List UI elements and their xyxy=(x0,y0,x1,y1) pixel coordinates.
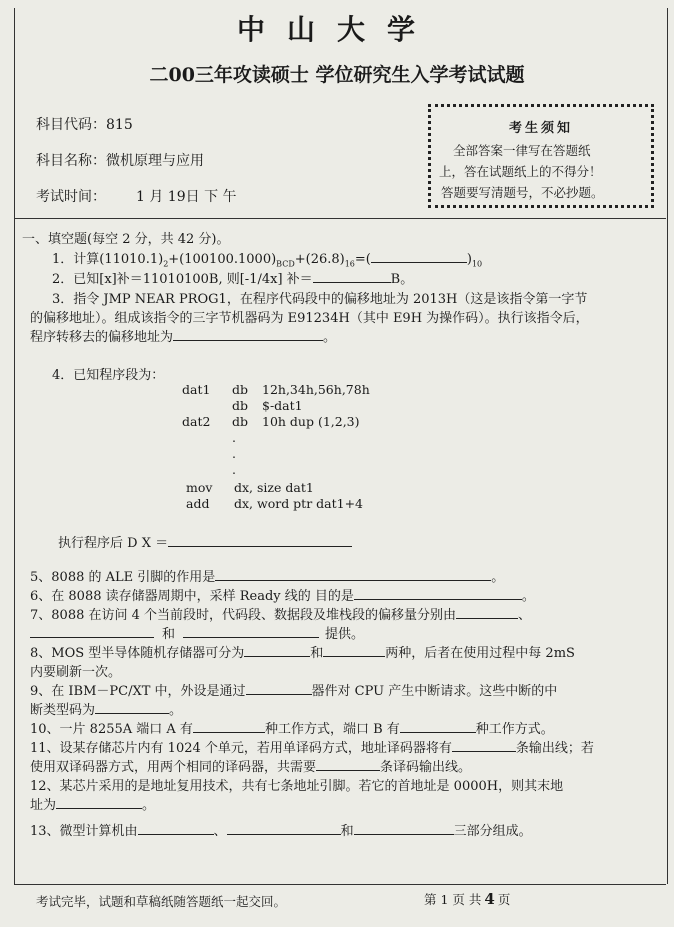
notice-line-3: 答题要写清题号，不必抄题。 xyxy=(441,185,604,200)
section-heading: 一、填空题(每空 2 分，共 42 分)。 xyxy=(22,232,230,247)
question-7-cont: 和 提供。 xyxy=(30,623,364,642)
code-ellipsis-dot: . xyxy=(232,446,236,461)
question-5: 5、8088 的 ALE 引脚的作用是 。 xyxy=(30,570,505,585)
answer-blank xyxy=(316,758,380,771)
answer-blank xyxy=(456,606,518,619)
question-8-cont: 内要刷新一次。 xyxy=(30,665,122,680)
answer-blank xyxy=(323,644,385,657)
answer-blank xyxy=(354,822,454,835)
page-number: 第 1 页 共 4 页 xyxy=(424,890,511,908)
answer-blank xyxy=(215,568,491,581)
answer-blank xyxy=(95,701,169,714)
header-divider xyxy=(14,218,666,219)
code-ellipsis-dot: . xyxy=(232,462,236,477)
answer-blank xyxy=(371,250,467,263)
footer-divider xyxy=(14,884,666,885)
subject-name: 科目名称：微机原理与应用 xyxy=(36,153,204,169)
exam-time-label: 考试时间： xyxy=(36,189,106,205)
code-arg: $-dat1 xyxy=(262,398,303,413)
exam-title: 二00三年攻读硕士 学位研究生入学考试试题 xyxy=(149,64,525,86)
subject-code: 科目代码：815 xyxy=(36,117,133,133)
code-arg: 10h dup (1,2,3) xyxy=(262,414,360,429)
question-12: 12、某芯片采用的是地址复用技术，共有七条地址引脚。若它的首地址是 0000H，则其末地 xyxy=(30,779,564,794)
code-label-dat2: dat2 xyxy=(182,414,211,429)
question-8: 8、MOS 型半导体随机存储器可分为 和 两种，后者在使用过程中每 2mS xyxy=(30,646,575,661)
code-ellipsis-dot: . xyxy=(232,430,236,445)
code-op: db xyxy=(232,398,249,413)
answer-blank xyxy=(193,720,265,733)
university-title: 中山大学 xyxy=(236,13,437,46)
answer-blank xyxy=(30,625,154,638)
answer-blank xyxy=(56,796,142,809)
question-1: 1．计算$(11010.1)_2+(100100.1000)_{BCD}+(26.8)_{16}=$( )$_{10}$ xyxy=(52,252,483,269)
exam-time xyxy=(36,186,237,206)
answer-blank xyxy=(183,625,319,638)
page-total: 4 xyxy=(484,890,495,908)
question-12-cont: 址为 。 xyxy=(30,798,156,813)
answer-blank xyxy=(244,644,310,657)
footer-note: 考试完毕，试题和草稿纸随答题纸一起交回。 xyxy=(36,894,287,909)
question-11-cont: 使用双译码器方式，用两个相同的译码器，共需要 条译码输出线。 xyxy=(30,760,472,775)
exam-time-value: 1 月 19日 下 午 xyxy=(136,189,237,205)
question-3-line-1: 3．指令 JMP NEAR PROG1，在程序代码段中的偏移地址为 2013H（这是该指令第一字节 xyxy=(52,292,588,307)
answer-blank xyxy=(246,682,312,695)
question-6: 6、在 8088 读存储器周期中，采样 Ready 线的 目的是 。 xyxy=(30,589,535,604)
code-op: db xyxy=(232,382,249,397)
code-op: mov xyxy=(186,480,213,495)
answer-blank xyxy=(138,822,214,835)
question-10: 10、一片 8255A 端口 A 有 种工作方式，端口 B 有 种工作方式。 xyxy=(30,722,554,737)
answer-blank xyxy=(452,739,516,752)
notice-line-1: 全部答案一律写在答题纸 xyxy=(453,143,591,158)
answer-blank xyxy=(173,328,323,341)
code-op: db xyxy=(232,414,249,429)
notice-title: 考生须知 xyxy=(508,121,573,136)
answer-blank xyxy=(400,720,476,733)
question-2: 2．已知[x]补＝11010100B, 则[-1/4x] 补＝ B。 xyxy=(52,272,414,287)
question-9: 9、在 IBM－PC/XT 中，外设是通过 器件对 CPU 产生中断请求。这些中断的中 xyxy=(30,684,558,699)
answer-blank xyxy=(313,270,391,283)
notice-line-2: 上，答在试题纸上的不得分！ xyxy=(439,164,602,179)
answer-blank xyxy=(354,587,522,600)
code-label-dat1: dat1 xyxy=(182,382,211,397)
notice-box xyxy=(428,104,654,208)
code-arg: dx, word ptr dat1+4 xyxy=(234,496,364,511)
code-arg: dx, size dat1 xyxy=(234,480,314,495)
question-4: 4．已知程序段为： xyxy=(52,368,165,383)
answer-blank xyxy=(227,822,341,835)
question-3-line-3: 程序转移去的偏移地址为 。 xyxy=(30,330,337,345)
question-13: 13、微型计算机由 、 和 三部分组成。 xyxy=(30,824,532,839)
question-7: 7、8088 在访问 4 个当前段时，代码段、数据段及堆栈段的偏移量分别由 、 xyxy=(30,608,532,623)
question-11: 11、设某存储芯片内有 1024 个单元，若用单译码方式，地址译码器将有 条输出线；若 xyxy=(30,741,594,756)
code-op: add xyxy=(186,496,210,511)
answer-blank xyxy=(168,534,352,547)
code-arg: 12h,34h,56h,78h xyxy=(262,382,370,397)
question-4-result: 执行程序后 D X ＝ xyxy=(58,532,352,551)
question-9-cont: 断类型码为 。 xyxy=(30,703,183,718)
question-3-line-2: 的偏移地址）。组成该指令的三字节机器码为 E91234H（其中 E9H 为操作码）。执行该指令后， xyxy=(30,311,589,326)
